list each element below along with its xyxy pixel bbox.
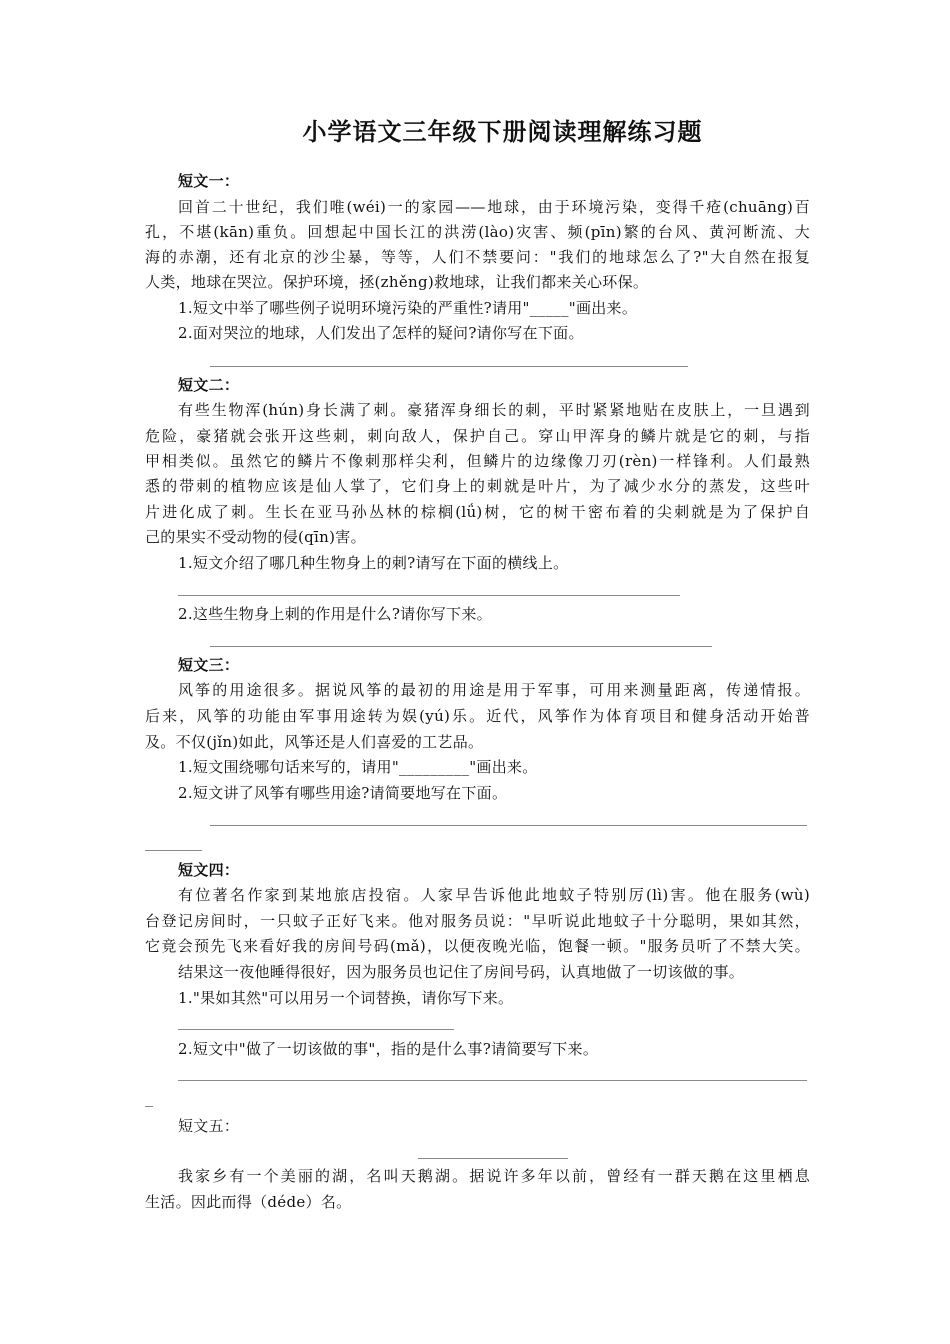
answer-line[interactable] <box>210 366 688 367</box>
passage-3-line: 及。不仅(jǐn)如此，风筝还是人们喜爱的工艺品。 <box>145 733 484 751</box>
passage-3-question-2: 2.短文讲了风筝有哪些用途?请简要地写在下面。 <box>178 784 508 802</box>
answer-line[interactable] <box>145 1106 153 1107</box>
passage-5-line: 我家乡有一个美丽的湖，名叫天鹅湖。据说许多年以前，曾经有一群天鹅在这里栖息 <box>178 1167 810 1185</box>
passage-3-line: 后来，风筝的功能由军事用途转为娱(yú)乐。近代，风筝作为体育项目和健身活动开始普 <box>145 707 810 725</box>
passage-3-question-1: 1.短文围绕哪句话来写的，请用"_________"画出来。 <box>178 758 538 776</box>
passage-4-heading: 短文四： <box>178 861 240 879</box>
passage-4-question-2: 2.短文中"做了一切该做的事"，指的是什么事?请简要写下来。 <box>178 1040 599 1058</box>
passage-5-line: 生活。因此而得（déde）名。 <box>145 1193 352 1211</box>
passage-2-line: 片进化成了刺。生长在亚马孙丛林的棕榈(lǘ)树，它的树干密布着的尖刺就是为了保护自 <box>145 503 810 521</box>
passage-2-line: 己的果实不受动物的侵(qīn)害。 <box>145 528 366 546</box>
passage-1-line: 海的赤潮，还有北京的沙尘暴，等等，人们不禁要问："我们的地球怎么了?"大自然在报复 <box>145 248 810 266</box>
passage-4-line: 它竟会预先飞来看好我的房间号码(mǎ)，以便夜晚光临，饱餐一顿。"服务员听了不禁大笑。 <box>145 937 810 955</box>
passage-2-heading: 短文二： <box>178 376 240 394</box>
passage-2-question-2: 2.这些生物身上刺的作用是什么?请你写下来。 <box>178 605 492 623</box>
answer-line[interactable] <box>178 595 680 596</box>
passage-4-line: 结果这一夜他睡得很好，因为服务员也记住了房间号码，认真地做了一切该做的事。 <box>178 963 745 981</box>
passage-1-heading: 短文一： <box>178 172 240 190</box>
answer-line[interactable] <box>418 1158 568 1159</box>
answer-line[interactable] <box>210 825 807 826</box>
passage-4-question-1: 1."果如其然"可以用另一个词替换，请你写下来。 <box>178 989 514 1007</box>
passage-1-line: 孔，不堪(kān)重负。回想起中国长江的洪涝(lào)灾害、频(pīn)繁的台风、黄河断流、大 <box>145 223 810 241</box>
passage-1-line: 人类，地球在哭泣。保护环境，拯(zhěng)救地球，让我们都来关心环保。 <box>145 273 649 291</box>
answer-line[interactable] <box>178 1029 454 1030</box>
page-title: 小学语文三年级下册阅读理解练习题 <box>302 117 703 146</box>
passage-4-line: 有位著名作家到某地旅店投宿。人家早告诉他此地蚊子特别厉(lì)害。他在服务(wù) <box>178 886 810 904</box>
passage-3-heading: 短文三： <box>178 656 240 674</box>
passage-4-line: 台登记房间时，一只蚊子正好飞来。他对服务员说："早听说此地蚊子十分聪明，果如其然， <box>145 912 810 930</box>
passage-2-line: 有些生物浑(hún)身长满了刺。豪猪浑身细长的刺，平时紧紧地贴在皮肤上，一旦遇到 <box>178 401 810 419</box>
passage-2-line: 危险，豪猪就会张开这些刺，刺向敌人，保护自己。穿山甲浑身的鳞片就是它的刺，与指 <box>145 427 810 445</box>
passage-1-line: 回首二十世纪，我们唯(wéi)一的家园——地球，由于环境污染，变得千疮(chuāng)百 <box>178 198 810 216</box>
passage-2-line: 甲相类似。虽然它的鳞片不像刺那样尖利，但鳞片的边缘像刀刃(rèn)一样锋利。人们最熟 <box>145 452 810 470</box>
passage-1-question-1: 1.短文中举了哪些例子说明环境污染的严重性?请用"_____"画出来。 <box>178 299 638 317</box>
passage-2-line: 悉的带刺的植物应该是仙人掌了，它们身上的刺就是叶片，为了减少水分的蒸发，这些叶 <box>145 477 810 495</box>
answer-line[interactable] <box>178 1080 807 1081</box>
passage-2-question-1: 1.短文介绍了哪几种生物身上的刺?请写在下面的横线上。 <box>178 554 569 572</box>
passage-1-question-2: 2.面对哭泣的地球，人们发出了怎样的疑问?请你写在下面。 <box>178 324 584 342</box>
passage-5-heading: 短文五： <box>178 1117 240 1135</box>
passage-3-line: 风筝的用途很多。据说风筝的最初的用途是用于军事，可用来测量距离，传递情报。 <box>178 681 810 699</box>
answer-line[interactable] <box>145 850 202 851</box>
answer-line[interactable] <box>210 646 712 647</box>
